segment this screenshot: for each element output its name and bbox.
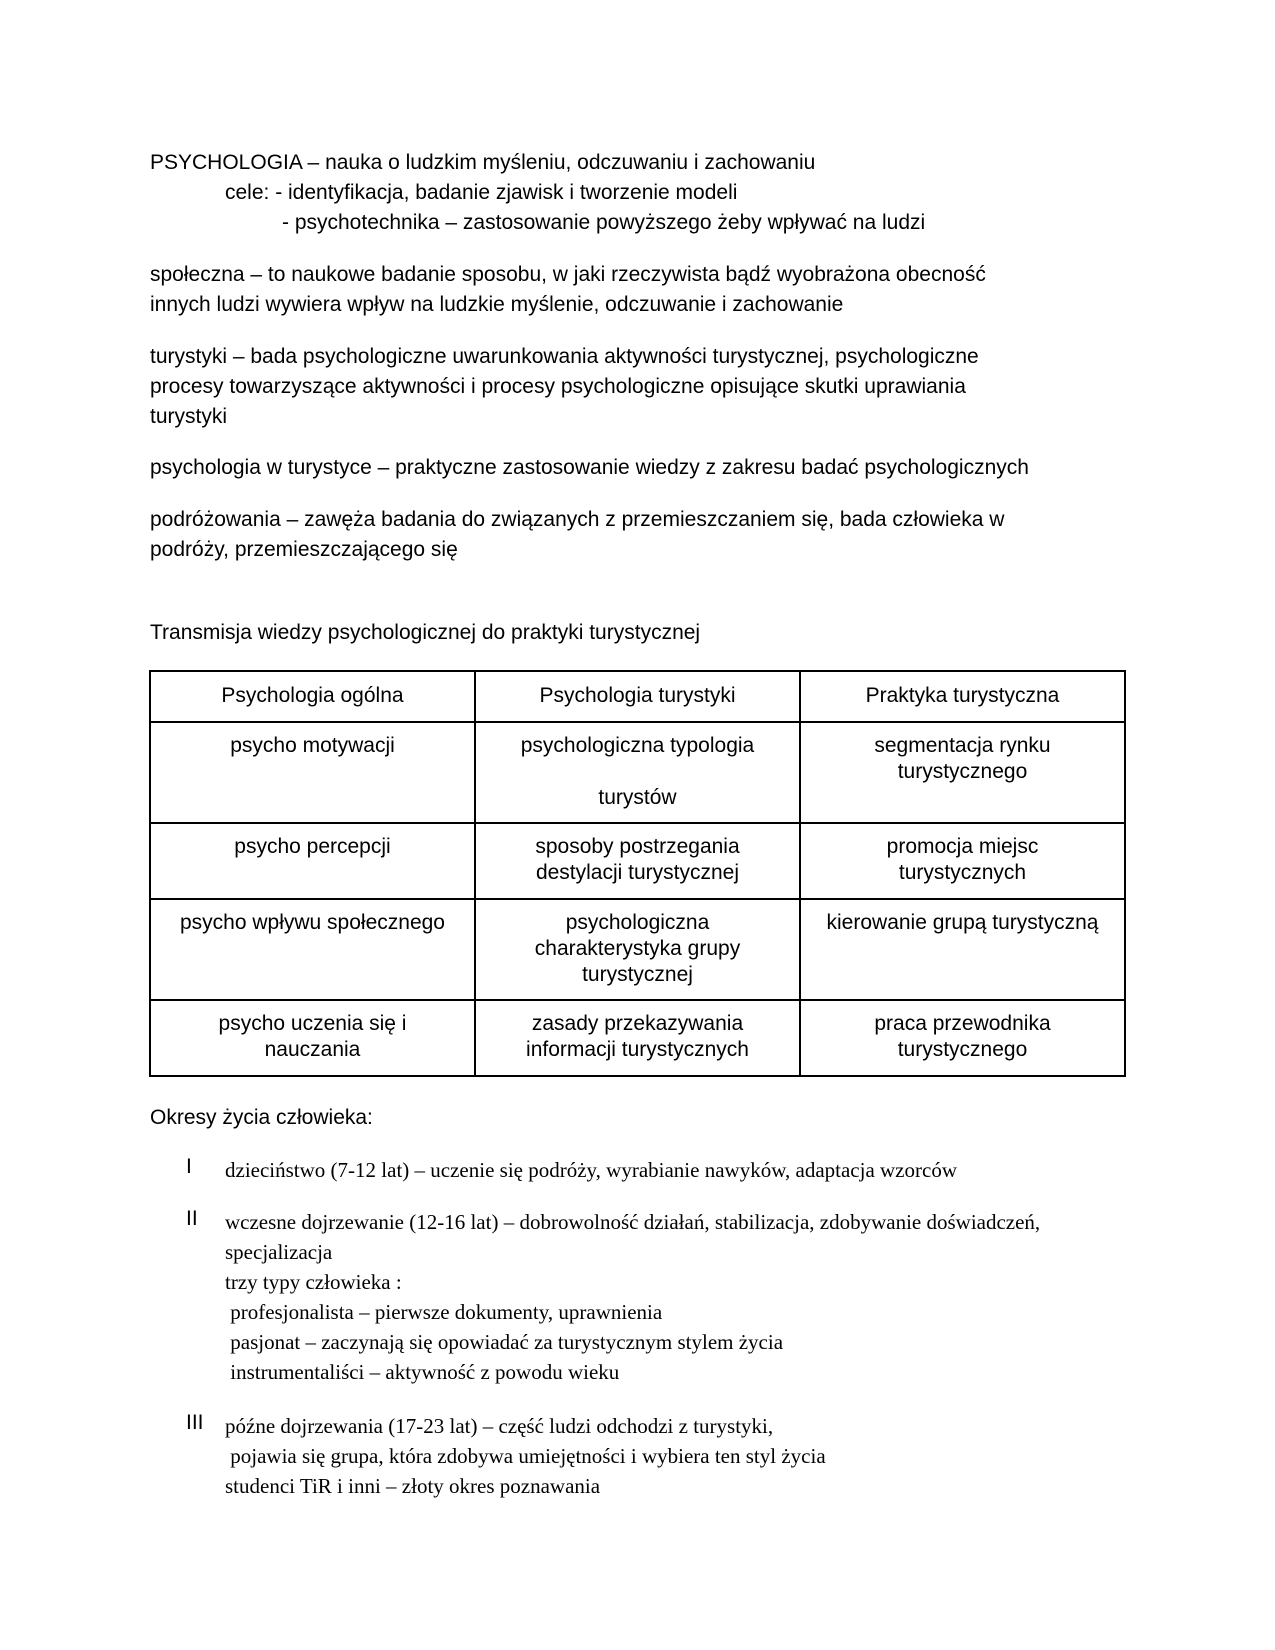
definition-line: podróżowania – zawęża badania do związanych z przemieszczaniem się, bada człowieka w xyxy=(150,508,1005,531)
definition-line: innych ludzi wywiera wpływ na ludzkie myślenie, odczuwanie i zachowanie xyxy=(150,293,844,316)
definition-social xyxy=(150,260,1130,320)
knowledge-transfer-table xyxy=(149,670,1126,1077)
period-line: studenci TiR i inni – złoty okres poznawania xyxy=(225,1474,601,1498)
table-cell xyxy=(800,1000,1125,1076)
definition-line: turystyki xyxy=(150,405,228,428)
cell-line: psychologiczna xyxy=(565,911,710,934)
definition-travel xyxy=(150,505,1130,565)
table-title: Transmisja wiedzy psychologicznej do praktyki turystycznej xyxy=(150,621,701,644)
definition-line: społeczna – to naukowe badanie sposobu, w jaki rzeczywista bądź wyobrażona obecność xyxy=(150,263,986,286)
period-numeral: II xyxy=(186,1207,198,1230)
cell-line: turystycznego xyxy=(897,1038,1028,1061)
definition-psychology-in-tourism xyxy=(150,453,1130,483)
period-numeral: I xyxy=(186,1155,192,1178)
cell-line: psycho percepcji xyxy=(234,835,391,858)
intro-title-line: PSYCHOLOGIA – nauka o ludzkim myśleniu, odczuwaniu i zachowaniu xyxy=(150,151,816,174)
period-item xyxy=(225,1207,1040,1387)
intro-goal-line-2: - psychotechnika – zastosowanie powyższego żeby wpływać na ludzi xyxy=(282,211,926,234)
cell-line: destylacji turystycznej xyxy=(535,861,740,884)
cell-line xyxy=(484,759,791,785)
table-cell xyxy=(475,1000,800,1076)
cell-line: turystycznej xyxy=(582,963,693,986)
period-line: specjalizacja xyxy=(225,1240,333,1264)
table-header-cell: Psychologia ogólna xyxy=(150,671,475,722)
period-line: późne dojrzewania (17-23 lat) – część ludzi odchodzi z turystyki, xyxy=(225,1414,774,1438)
cell-line: segmentacja rynku xyxy=(874,734,1051,757)
table-cell xyxy=(800,899,1125,1000)
periods-title: Okresy życia człowieka: xyxy=(150,1106,373,1129)
cell-line: nauczania xyxy=(264,1038,361,1061)
cell-line: psychologiczna typologia xyxy=(520,734,755,757)
cell-line: turystycznego xyxy=(897,760,1028,783)
period-line: instrumentaliści – aktywność z powodu wieku xyxy=(225,1360,620,1384)
cell-line: promocja miejsc xyxy=(886,835,1039,858)
table-header-row xyxy=(150,671,1125,722)
table-row xyxy=(150,722,1125,823)
table-cell xyxy=(150,1000,475,1076)
cell-line: praca przewodnika xyxy=(874,1012,1051,1035)
table-cell xyxy=(800,722,1125,823)
table-cell xyxy=(150,722,475,823)
cell-line: psycho motywacji xyxy=(230,734,395,757)
period-line: profesjonalista – pierwsze dokumenty, uprawnienia xyxy=(225,1300,663,1324)
table-cell xyxy=(475,722,800,823)
definition-tourism xyxy=(150,342,1130,432)
table-cell xyxy=(800,823,1125,899)
table-cell xyxy=(150,823,475,899)
table-cell xyxy=(475,899,800,1000)
table-cell xyxy=(150,899,475,1000)
period-item xyxy=(225,1411,826,1501)
cell-line: zasady przekazywania xyxy=(531,1012,744,1035)
definition-line: turystyki – bada psychologiczne uwarunkowania aktywności turystycznej, psychologiczne xyxy=(150,345,979,368)
cell-line: turystycznych xyxy=(898,861,1027,884)
table-header-cell: Psychologia turystyki xyxy=(475,671,800,722)
cell-line: turystów xyxy=(598,786,677,809)
table-cell xyxy=(475,823,800,899)
period-line: wczesne dojrzewanie (12-16 lat) – dobrowolność działań, stabilizacja, zdobywanie doświadczeń, xyxy=(225,1210,1041,1234)
intro-goal-line-1: cele: - identyfikacja, badanie zjawisk i tworzenie modeli xyxy=(225,181,738,204)
period-numeral: III xyxy=(186,1411,204,1434)
definition-line: psychologia w turystyce – praktyczne zastosowanie wiedzy z zakresu badać psychologicznych xyxy=(150,456,1029,479)
cell-line: informacji turystycznych xyxy=(526,1038,749,1061)
table-row xyxy=(150,823,1125,899)
period-line: trzy typy człowieka : xyxy=(225,1270,402,1294)
cell-line: psycho wpływu społecznego xyxy=(180,911,445,934)
table-row xyxy=(150,1000,1125,1076)
period-line: pojawia się grupa, która zdobywa umiejętności i wybiera ten styl życia xyxy=(225,1444,826,1468)
period-line: pasjonat – zaczynają się opowiadać za turystycznym stylem życia xyxy=(225,1330,784,1354)
period-item xyxy=(225,1155,957,1185)
definition-line: podróży, przemieszczającego się xyxy=(150,538,458,561)
cell-line: kierowanie grupą turystyczną xyxy=(826,911,1099,934)
cell-line: sposoby postrzegania xyxy=(535,835,740,858)
cell-line: charakterystyka grupy xyxy=(534,937,741,960)
cell-line: psycho uczenia się i xyxy=(218,1012,407,1035)
table-header-cell: Praktyka turystyczna xyxy=(800,671,1125,722)
period-line: dzieciństwo (7-12 lat) – uczenie się podróży, wyrabianie nawyków, adaptacja wzorców xyxy=(225,1158,957,1182)
definition-line: procesy towarzyszące aktywności i procesy psychologiczne opisujące skutki uprawiania xyxy=(150,375,966,398)
table-row xyxy=(150,899,1125,1000)
